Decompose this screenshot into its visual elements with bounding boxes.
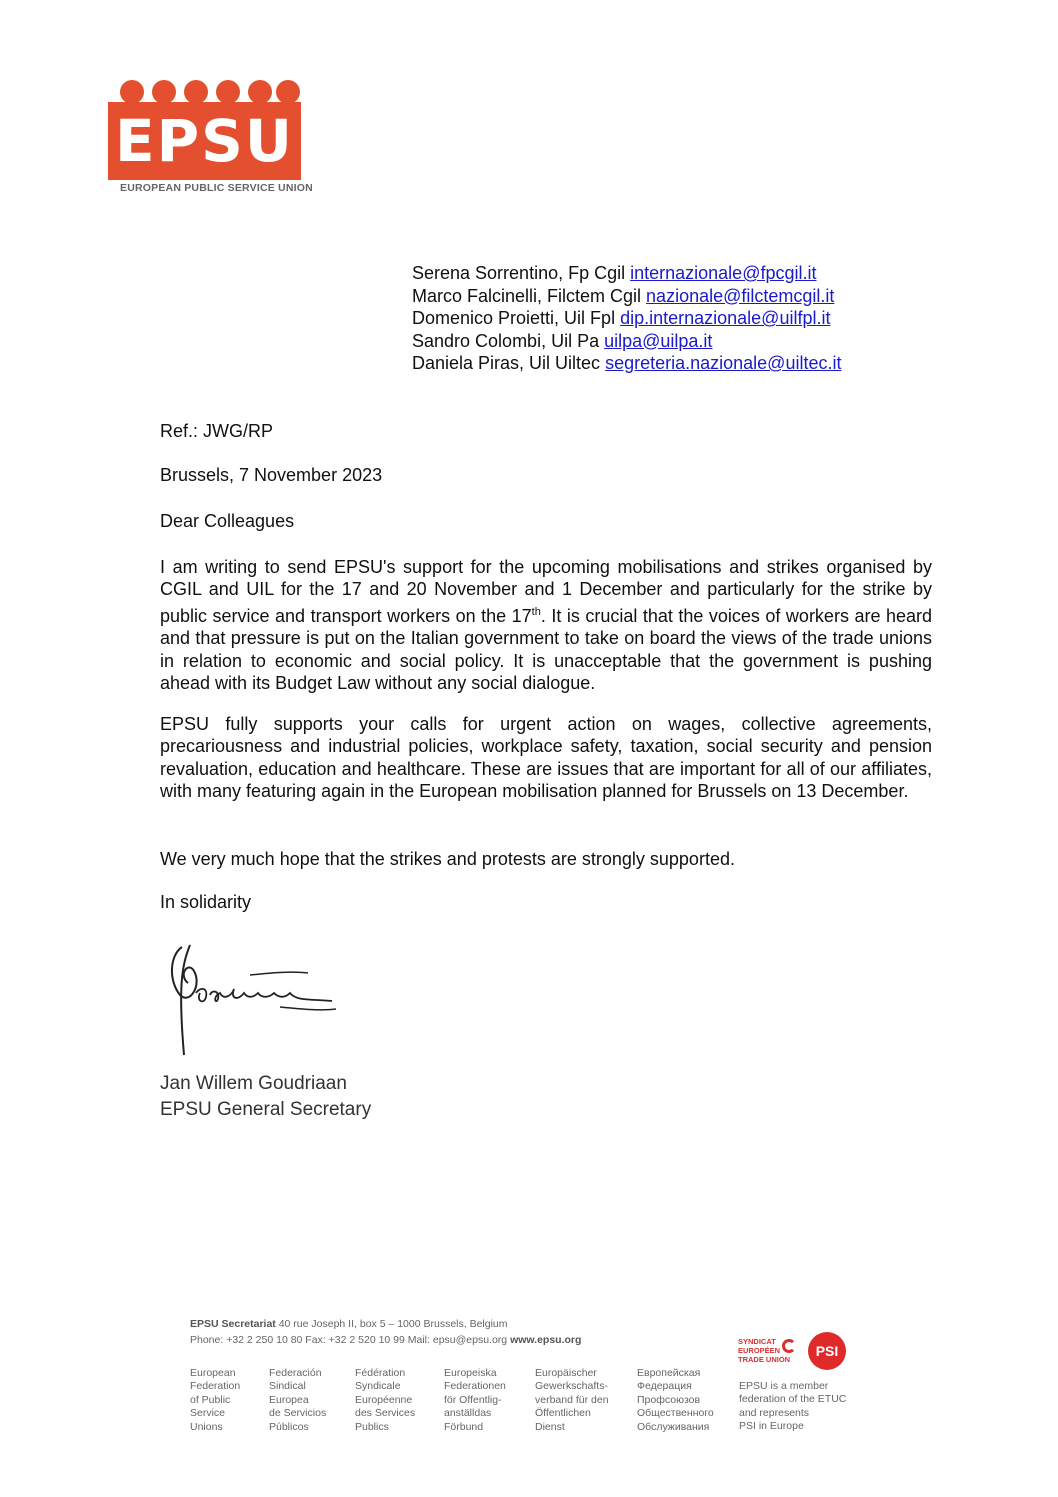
membership-note: EPSU is a member federation of the ETUC and represents PSI in Europe (739, 1380, 847, 1433)
psi-logo: PSI (808, 1332, 846, 1370)
footer-name-es: Federación Sindical Europea de Servicios Públicos (269, 1367, 327, 1433)
footer-contact: Phone: +32 2 250 10 80 Fax: +32 2 520 10 99 Mail: epsu@epsu.org www.epsu.org (190, 1334, 582, 1346)
handwritten-signature (160, 935, 340, 1060)
paragraph-calls: EPSU fully supports your calls for urgent action on wages, collective agreements, precariousness and industrial policies, workplace safety, taxation, social security and pension revaluation, education and healthcare. These are issues that are important for all of our affiliates, with many featuring again in the European mobilisation planned for Brussels on 13 December. (160, 714, 932, 802)
signer-name: Jan Willem Goudriaan (160, 1073, 347, 1094)
salutation: Dear Colleagues (160, 511, 295, 531)
footer-name-fr: Fédération Syndicale Européenne des Services Publics (355, 1367, 416, 1433)
logo-wordmark: EPSU (115, 107, 294, 175)
paragraph-hope: We very much hope that the strikes and protests are strongly supported. (160, 849, 735, 869)
etuc-logo: SYNDICAT EUROPÉEN TRADE UNION (738, 1337, 798, 1369)
footer-website: www.epsu.org (510, 1334, 582, 1346)
recipient-email-link[interactable]: nazionale@filctemcgil.it (646, 285, 835, 306)
date-line: Brussels, 7 November 2023 (160, 465, 383, 485)
recipient-row: Daniela Piras, Uil Uiltec segreteria.nazionale@uiltec.it (412, 353, 842, 373)
paragraph-support: I am writing to send EPSU's support for the upcoming mobilisations and strikes organised by CGIL and UIL for the 17 and 20 November and 1 December and particularly for the strike by public service and transport workers on the 17th. It is crucial that the voices of workers are heard and that pressure is put on the Italian government to take on board the views of the trade unions in relation to economic and social policy. It is unacceptable that the government is pushing ahead with its Budget Law without any social dialogue. (160, 557, 932, 694)
recipient-email-link[interactable]: internazionale@fpcgil.it (630, 263, 817, 283)
footer-name-sv: Europeiska Federationen för Offentlig- anställdas Förbund (444, 1367, 506, 1433)
recipient-email-link[interactable]: uilpa@uilpa.it (604, 330, 713, 351)
footer-address: EPSU Secretariat 40 rue Joseph II, box 5 – 1000 Brussels, Belgium (190, 1318, 508, 1330)
recipient-email-link[interactable]: dip.internazionale@uilfpl.it (620, 308, 831, 328)
closing-line: In solidarity (160, 892, 252, 912)
recipient-email-link[interactable]: segreteria.nazionale@uiltec.it (605, 353, 842, 373)
logo-subtitle: EUROPEAN PUBLIC SERVICE UNION (120, 182, 313, 194)
recipient-row: Serena Sorrentino, Fp Cgil internazionale@fpcgil.it (412, 263, 817, 283)
signer-role: EPSU General Secretary (160, 1099, 372, 1120)
recipient-row: Marco Falcinelli, Filctem Cgil nazionale@filctemcgil.it (412, 285, 835, 306)
recipient-row: Sandro Colombi, Uil Pa uilpa@uilpa.it (412, 330, 713, 351)
reference-line: Ref.: JWG/RP (160, 421, 274, 441)
epsu-logo (108, 76, 313, 196)
recipient-row: Domenico Proietti, Uil Fpl dip.internazionale@uilfpl.it (412, 308, 831, 328)
footer-name-en: European Federation of Public Service Unions (190, 1367, 241, 1433)
footer-name-ru: Европейская Федерация Профсоюзов Общественного Обслуживания (637, 1367, 714, 1433)
etuc-mark-icon (782, 1339, 796, 1353)
recipient-list (412, 262, 841, 375)
footer-name-de: Europäischer Gewerkschafts- verband für den Öffentlichen Dienst (535, 1367, 609, 1433)
